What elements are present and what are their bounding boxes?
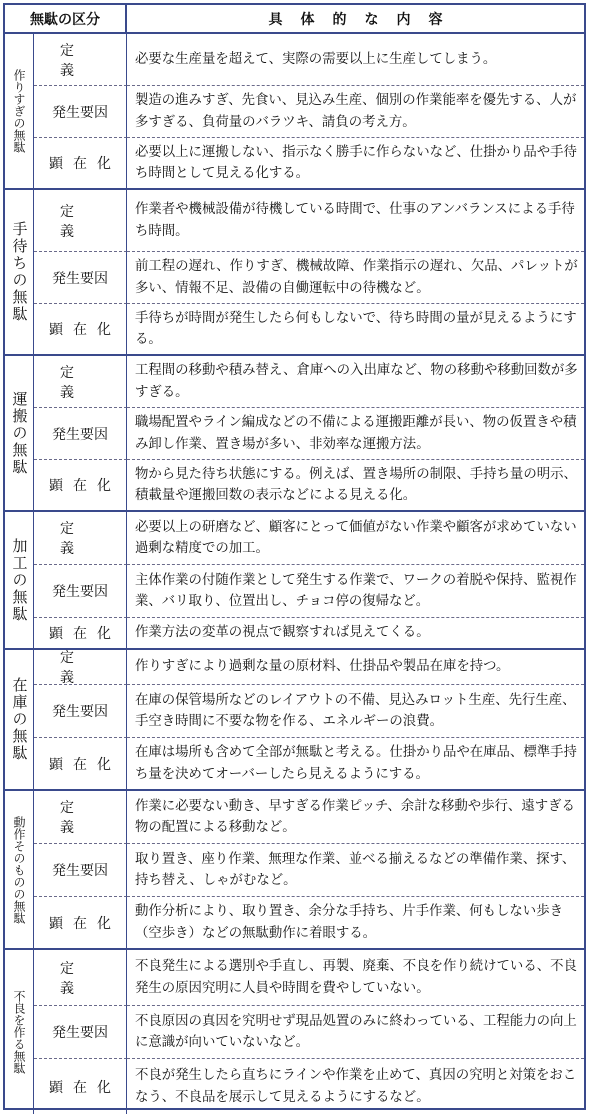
cause-label: [34, 844, 127, 897]
visualization-content: 物から見た待ち状態にする。例えば、置き場所の制限、手持ち量の明示、積載量や運搬回数の表示などによる見える化。: [127, 460, 584, 512]
cause-content: 職場配置やライン編成などの不備による運搬距離が長い、物の仮置きや積み卸し作業、置き場が多い、非効率な運搬方法。: [127, 408, 584, 460]
visualization-label: [34, 304, 127, 356]
cause-label: [34, 252, 127, 304]
definition-content: 作業者や機械設備が待機している時間で、仕事のアンバランスによる手待ち時間。: [127, 190, 584, 252]
visualization-content: 動作分析により、取り置き、余分な手持ち、片手作業、何もしない歩き（空歩き）などの無駄動作に着眼する。: [127, 897, 584, 950]
definition-label-text: 定義: [60, 203, 102, 240]
visualization-label-text: 顕在化: [49, 478, 121, 494]
header-category: 無駄の区分: [5, 5, 127, 34]
visualization-content: 手待ちが時間が発生したら何もしないで、待ち時間の量が見えるようにする。: [127, 304, 584, 356]
definition-label-text: 定義: [60, 800, 102, 836]
definition-content: 不良発生による選別や手直し、再製、廃棄、不良を作り続けている、不良発生の原因究明に人員や時間を費やしていない。: [127, 950, 584, 1006]
visualization-label: [34, 618, 127, 650]
cause-label-text: 発生要因: [52, 426, 108, 443]
cause-label-text: 発生要因: [52, 584, 108, 600]
definition-content: 工程間の移動や積み替え、倉庫への入出庫など、物の移動や移動回数が多すぎる。: [127, 356, 584, 408]
category-cell: 手待ちの無駄: [5, 190, 34, 356]
cause-content: 製造の進みすぎ、先食い、見込み生産、個別の作業能率を優先する、人が多すぎる、負荷量のバラツキ、請負の考え方。: [127, 86, 584, 138]
cause-content: 不良原因の真因を究明せず現品処置のみに終わっている、工程能力の向上に意識が向いていないなど。: [127, 1006, 584, 1059]
cause-content: 主体作業の付随作業として発生する作業で、ワークの着脱や保持、監視作業、バリ取り、位置出し、チョコ停の復帰など。: [127, 565, 584, 618]
cause-label: [34, 1006, 127, 1059]
definition-label: [34, 356, 127, 408]
category-cell: 不良を作る無駄: [5, 950, 34, 1114]
header-content: 具体的な内容: [127, 5, 584, 34]
cause-content: 在庫の保管場所などのレイアウトの不備、見込みロット生産、先行生産、手空き時間に不要な物を作る、エネルギーの浪費。: [127, 685, 584, 738]
cause-label-text: 発生要因: [52, 270, 108, 287]
definition-label-text: 定義: [60, 650, 102, 686]
visualization-label: [34, 460, 127, 512]
definition-label: [34, 650, 127, 685]
definition-label-text: 定義: [60, 521, 102, 557]
cause-label: [34, 685, 127, 738]
definition-content: 必要以上の研磨など、顧客にとって価値がない作業や顧客が求めていない過剰な精度での加工。: [127, 512, 584, 565]
category-cell: 動作そのものの無駄: [5, 791, 34, 950]
cause-content: 前工程の遅れ、作りすぎ、機械故障、作業指示の遅れ、欠品、パレットが多い、情報不足、設備の自働運転中の待機など。: [127, 252, 584, 304]
category-cell: 作りすぎの無駄: [5, 34, 34, 190]
visualization-label: [34, 1059, 127, 1114]
visualization-content: 在庫は場所も含めて全部が無駄と考える。仕掛かり品や在庫品、標準手持ち量を決めてオーバーしたら見えるようにする。: [127, 738, 584, 791]
visualization-content: 不良が発生したら直ちにラインや作業を止めて、真因の究明と対策をおこなう、不良品を展示して見えるようにするなど。: [135, 1068, 577, 1105]
definition-content: 作りすぎにより過剰な量の原材料、仕掛品や製品在庫を持つ。: [127, 650, 584, 685]
visualization-label-text: 顕在化: [49, 756, 121, 773]
definition-content: 必要な生産量を超えて、実際の需要以上に生産してしまう。: [127, 34, 584, 86]
definition-label: [34, 791, 127, 844]
visualization-label: [34, 138, 127, 190]
cause-label-text: 発生要因: [52, 863, 108, 879]
visualization-label-text: 顕在化: [49, 1079, 121, 1096]
definition-content: 作業に必要ない動き、早すぎる作業ピッチ、余計な移動や歩行、遠すぎる物の配置による移動など。: [127, 791, 584, 844]
definition-label: [34, 512, 127, 565]
visualization-label-text: 顕在化: [49, 626, 121, 642]
visualization-label: [34, 897, 127, 950]
visualization-label-text: 顕在化: [49, 915, 121, 932]
definition-label-text: 定義: [60, 42, 102, 79]
visualization-label: [34, 738, 127, 791]
definition-label: [34, 34, 127, 86]
cause-label-text: 発生要因: [52, 704, 108, 720]
visualization-content: 必要以上に運搬しない、指示なく勝手に作らないなど、仕掛かり品や手待ち時間として見える化する。: [127, 138, 584, 190]
definition-label-text: 定義: [60, 364, 102, 401]
category-cell: 在庫の無駄: [5, 650, 34, 791]
category-cell: 運搬の無駄: [5, 356, 34, 512]
visualization-label-text: 顕在化: [49, 322, 121, 338]
definition-label-text: 定義: [60, 960, 102, 997]
cause-content: 取り置き、座り作業、無理な作業、並べる揃えるなどの準備作業、探す、持ち替え、しゃがむなど。: [127, 844, 584, 897]
category-cell: 加工の無駄: [5, 512, 34, 650]
visualization-label-text: 顕在化: [49, 156, 121, 172]
cause-label-text: 発生要因: [52, 1025, 108, 1041]
cause-label: [34, 408, 127, 460]
muda-table: [3, 3, 586, 1110]
definition-label: [34, 950, 127, 1006]
visualization-content: 作業方法の変革の視点で観察すれば見えてくる。: [127, 618, 584, 650]
cause-label: [34, 565, 127, 618]
cause-label: [34, 86, 127, 138]
cause-label-text: 発生要因: [52, 104, 108, 121]
definition-label: [34, 190, 127, 252]
